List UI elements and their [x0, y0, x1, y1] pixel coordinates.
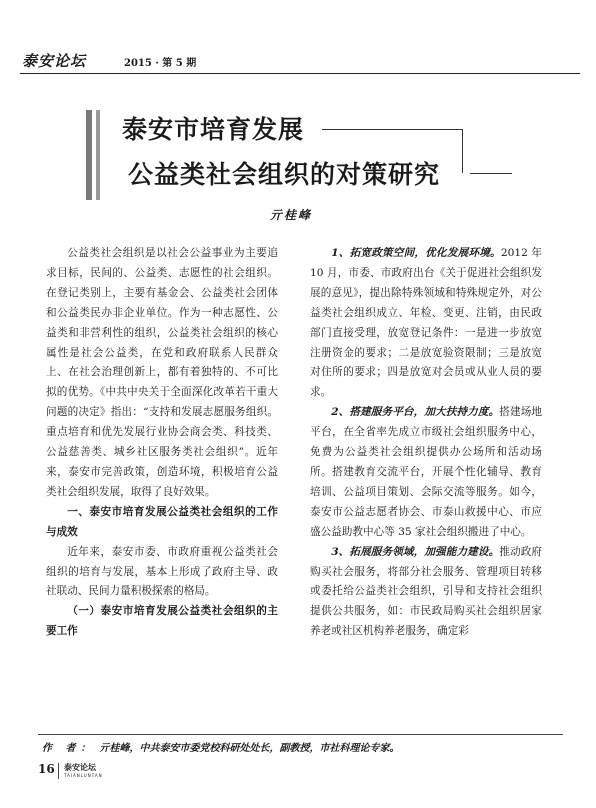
list-item — [310, 543, 542, 643]
footer-journal-pinyin: TAIANLUNTAN — [64, 773, 103, 778]
article-title-line2: 公益类社会组织的对策研究 — [128, 160, 441, 189]
issue-number: 2015 · 第 5 期 — [124, 58, 197, 69]
page-number: 16 — [38, 762, 55, 776]
title-decor-bar — [96, 110, 100, 200]
footer-divider — [58, 763, 59, 779]
item-text: 推动政府购买社会服务，将部分社会服务、管理项目转移或委托给公益类社会组织，引导和支持社会组织提供公共服务，如：市民政局购买社会组织居家养老或社区机构养老服务，确定彩 — [310, 545, 542, 638]
list-item — [310, 244, 542, 403]
journal-masthead: 泰安论坛 — [22, 52, 87, 70]
footnote-rule — [38, 734, 563, 735]
section-heading: 一、泰安市培育发展公益类社会组织的工作与成效 — [46, 505, 278, 538]
item-text: 搭建场地平台，在全省率先成立市级社会组织服务中心，免费为公益类社会组织提供办公场所和活动场所。搭建教育交流平台，开展个性化辅导、教育培训、公益项目策划、会际交流等服务。如今，泰安市公益志愿者协会、市泰山救援中心、市应盛公益助教中心等 35 家社会组织搬进了中心。 — [310, 406, 542, 538]
list-item — [310, 403, 542, 542]
title-decor-line — [322, 129, 462, 130]
subsection-heading: （一）泰安市培育发展公益类社会组织的主要工作 — [46, 605, 278, 638]
item-lead: 3、拓展服务领域，加强能力建设。 — [331, 545, 500, 558]
author-note — [42, 739, 399, 754]
author-note-text: 亓桂峰，中共泰安市委党校科研处处长，副教授，市社科理论专家。 — [99, 743, 400, 754]
right-column — [310, 244, 542, 642]
item-lead: 1、拓宽政策空间，优化发展环境。 — [331, 247, 501, 259]
article-author: 亓桂峰 — [270, 208, 313, 222]
title-decor-line — [470, 173, 512, 174]
title-decor-line — [462, 129, 463, 173]
footer-journal-name: 泰安论坛 — [64, 762, 96, 772]
left-column — [46, 244, 278, 642]
article-title-line1: 泰安市培育发展 — [122, 115, 305, 144]
item-lead: 2、搭建服务平台，加大扶持力度。 — [331, 406, 500, 419]
intro-paragraph: 公益类社会组织是以社会公益事业为主要追求目标，民间的、公益类、志愿性的社会组织。在登记类别上，主要有基金会、公益类社会团体和公益类民办非企业单位。作为一种志愿性、公益类和非营利性的组织，公益类社会组织的核心属性是社会公益类，在党和政府联系人民群众上、在社会治理创新上，都有着独特的、不可比拟的优势。《中共中央关于全面深化改革若干重大问题的决定》指出：“支持和发展志愿服务组织。重点培育和优先发展行业协会商会类、科技类、公益慈善类、城乡社区服务类社会组织”。近年来，泰安市完善政策，创造环境，积极培育公益类社会组织发展，取得了良好效果。 — [46, 247, 278, 498]
title-decor-bar — [86, 110, 92, 200]
author-note-label: 作 者： — [42, 743, 96, 754]
section-paragraph: 近年来，泰安市委、市政府重视公益类社会组织的培育与发展，基本上形成了政府主导、政社联动、民间力量积极探索的格局。 — [46, 545, 278, 598]
item-text: 2012 年 10 月，市委、市政府出台《关于促进社会组织发展的意见》，提出除特殊领域和特殊规定外，对公益类社会组织成立、年检、变更、注销，由民政部门直接受理，放宽登记条件：一是进一步放宽注册资金的要求；二是放宽验资限制；三是放宽对住所的要求；四是放宽对会员或从业人员的要求。 — [310, 247, 543, 399]
header-rule — [20, 73, 580, 74]
